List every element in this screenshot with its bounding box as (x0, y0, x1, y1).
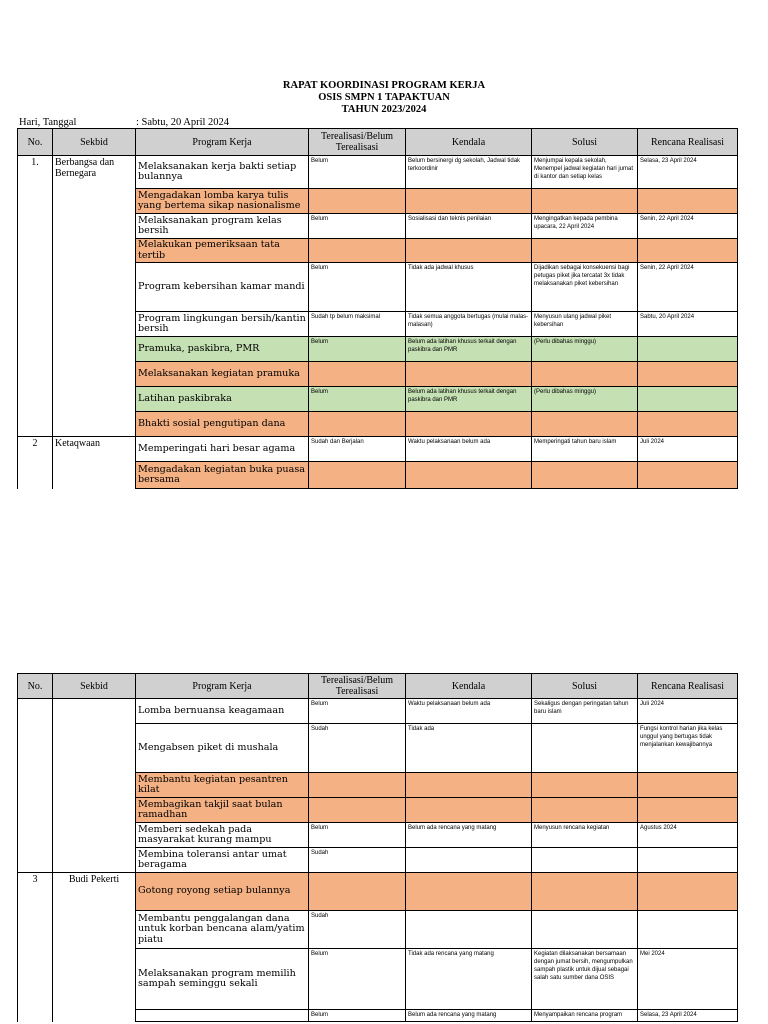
solusi-cell: Dijadikan sebagai konsekuensi bagi petugas piket jika tercatat 3x tidak melaksanakan piket kebersihan (532, 263, 638, 312)
solusi-cell (532, 724, 638, 773)
kendala-cell (406, 362, 532, 387)
table-row (18, 156, 738, 189)
sekbid-cell (53, 699, 136, 873)
program-cell: Mengadakan kegiatan buka puasa bersama (136, 462, 309, 489)
status-cell: Belum (309, 214, 406, 239)
status-cell: Belum (309, 156, 406, 189)
solusi-cell (532, 798, 638, 823)
solusi-cell: Sekaligus dengan peringatan tahun baru islam (532, 699, 638, 724)
solusi-cell (532, 773, 638, 798)
status-cell: Belum (309, 699, 406, 724)
rencana-cell: Selasa, 23 April 2024 (638, 1010, 738, 1022)
col-sekbid: Sekbid (53, 129, 136, 156)
program-cell: Program lingkungan bersih/kantin bersih (136, 312, 309, 337)
kendala-cell: Waktu pelaksanaan belum ada (406, 699, 532, 724)
col-program: Program Kerja (136, 129, 309, 156)
table-row (18, 699, 738, 724)
status-cell (309, 189, 406, 214)
program-cell: Melakukan pemeriksaan tata tertib (136, 239, 309, 263)
rencana-cell (638, 387, 738, 412)
kendala-cell: Belum ada latihan khusus terkait dengan paskibra dan PMR (406, 337, 532, 362)
sekbid-cell: Berbangsa dan Bernegara (53, 156, 136, 437)
kendala-cell: Tidak ada (406, 724, 532, 773)
kendala-cell (406, 798, 532, 823)
program-cell: Latihan paskibraka (136, 387, 309, 412)
kendala-cell: Tidak ada rencana yang matang (406, 949, 532, 1010)
solusi-cell: (Perlu dibahas minggu) (532, 337, 638, 362)
col-no: No. (18, 674, 53, 699)
program-cell: Memperingati hari besar agama (136, 437, 309, 462)
rencana-cell (638, 337, 738, 362)
program-cell: Mengabsen piket di mushala (136, 724, 309, 773)
solusi-cell (532, 412, 638, 437)
solusi-cell: (Perlu dibahas minggu) (532, 387, 638, 412)
rencana-cell: Mei 2024 (638, 949, 738, 1010)
col-kendala: Kendala (406, 674, 532, 699)
status-cell (309, 773, 406, 798)
program-table-1 (17, 128, 738, 489)
row-number: 2 (18, 437, 53, 489)
rencana-cell: Agustus 2024 (638, 823, 738, 848)
program-cell: Memberi sedekah pada masyarakat kurang mampu (136, 823, 309, 848)
program-cell: Lomba bernuansa keagamaan (136, 699, 309, 724)
program-cell: Bhakti sosial pengutipan dana (136, 412, 309, 437)
sekbid-cell: Budi Pekerti (53, 873, 136, 1022)
col-sekbid: Sekbid (53, 674, 136, 699)
kendala-cell: Belum ada rencana yang matang (406, 823, 532, 848)
rencana-cell: Senin, 22 April 2024 (638, 263, 738, 312)
solusi-cell (532, 362, 638, 387)
rencana-cell (638, 848, 738, 873)
kendala-cell (406, 189, 532, 214)
kendala-cell: Belum ada latihan khusus terkait dengan paskibra dan PMR (406, 387, 532, 412)
col-solusi: Solusi (532, 129, 638, 156)
program-cell: Pramuka, paskibra, PMR (136, 337, 309, 362)
program-cell: Membantu penggalangan dana untuk korban bencana alam/yatim piatu (136, 911, 309, 949)
program-cell: Melaksanakan program kelas bersih (136, 214, 309, 239)
doc-title-line2: OSIS SMPN 1 TAPAKTUAN (318, 92, 450, 103)
row-number (18, 699, 53, 873)
rencana-cell (638, 798, 738, 823)
col-rencana: Rencana Realisasi (638, 674, 738, 699)
row-number: 1. (18, 156, 53, 437)
solusi-cell (532, 189, 638, 214)
program-cell: Melaksanakan kerja bakti setiap bulannya (136, 156, 309, 189)
status-cell (309, 362, 406, 387)
solusi-cell (532, 462, 638, 489)
rencana-cell: Juli 2024 (638, 699, 738, 724)
table-header-row (18, 129, 738, 156)
col-status: Terealisasi/Belum Terealisasi (309, 129, 406, 156)
status-cell: Sudah (309, 848, 406, 873)
kendala-cell: Tidak semua anggota bertugas (mulai malas-malasan) (406, 312, 532, 337)
program-cell: Mengadakan lomba karya tulis yang bertema sikap nasionalisme (136, 189, 309, 214)
program-cell: Melaksanakan program memilih sampah seminggu sekali (136, 949, 309, 1010)
kendala-cell: Waktu pelaksanaan belum ada (406, 437, 532, 462)
status-cell (309, 239, 406, 263)
status-cell: Sudah dan Berjalan (309, 437, 406, 462)
col-no: No. (18, 129, 53, 156)
status-cell: Belum (309, 337, 406, 362)
status-cell (309, 412, 406, 437)
kendala-cell (406, 911, 532, 949)
rencana-cell (638, 239, 738, 263)
kendala-cell (406, 239, 532, 263)
solusi-cell: Kegiatan dilaksanakan bersamaan dengan jumat bersih, mengumpulkan sampah plastik untuk dijual sebagai salah satu sumber dana OSIS (532, 949, 638, 1010)
rencana-cell: Senin, 22 April 2024 (638, 214, 738, 239)
program-cell (136, 1010, 309, 1022)
program-cell: Program kebersihan kamar mandi (136, 263, 309, 312)
date-label: Hari, Tanggal (19, 117, 77, 128)
program-cell: Gotong royong setiap bulannya (136, 873, 309, 911)
rencana-cell (638, 462, 738, 489)
solusi-cell: Menyusun ulang jadwal piket kebersihan (532, 312, 638, 337)
col-program: Program Kerja (136, 674, 309, 699)
status-cell: Sudah tp belum maksimal (309, 312, 406, 337)
table-row (18, 437, 738, 462)
program-cell: Membantu kegiatan pesantren kilat (136, 773, 309, 798)
col-status: Terealisasi/Belum Terealisasi (309, 674, 406, 699)
program-table-2 (17, 673, 738, 1022)
rencana-cell (638, 189, 738, 214)
kendala-cell: Sosialisasi dan teknis penilaian (406, 214, 532, 239)
status-cell (309, 462, 406, 489)
rencana-cell: Fungsi kontrol harian jika kelas unggul yang bertugas tidak menjalankan kewajibannya (638, 724, 738, 773)
rencana-cell (638, 362, 738, 387)
program-cell: Membagikan takjil saat bulan ramadhan (136, 798, 309, 823)
solusi-cell: Menyusun rencana kegiatan (532, 823, 638, 848)
rencana-cell (638, 773, 738, 798)
kendala-cell (406, 462, 532, 489)
solusi-cell (532, 848, 638, 873)
solusi-cell: Menjumpai kepala sekolah, Menempel jadwal kegiatan hari jumat di kantor dan setiap kelas (532, 156, 638, 189)
solusi-cell: Menyampaikan rencana program (532, 1010, 638, 1022)
kendala-cell: Tidak ada jadwal khusus (406, 263, 532, 312)
kendala-cell (406, 412, 532, 437)
status-cell: Belum (309, 263, 406, 312)
col-kendala: Kendala (406, 129, 532, 156)
program-cell: Melaksanakan kegiatan pramuka (136, 362, 309, 387)
solusi-cell (532, 911, 638, 949)
status-cell: Belum (309, 387, 406, 412)
status-cell: Belum (309, 949, 406, 1010)
kendala-cell (406, 848, 532, 873)
status-cell: Sudah (309, 911, 406, 949)
kendala-cell: Belum bersinergi dg sekolah, Jadwal tidak terkoordinir (406, 156, 532, 189)
rencana-cell (638, 412, 738, 437)
status-cell: Belum (309, 823, 406, 848)
status-cell: Belum (309, 1010, 406, 1022)
col-solusi: Solusi (532, 674, 638, 699)
solusi-cell: Mengingatkan kepada pembina upacara, 22 April 2024 (532, 214, 638, 239)
row-number: 3 (18, 873, 53, 1022)
rencana-cell: Juli 2024 (638, 437, 738, 462)
status-cell (309, 798, 406, 823)
table-header-row (18, 674, 738, 699)
rencana-cell: Selasa, 23 April 2024 (638, 156, 738, 189)
program-cell: Membina toleransi antar umat beragama (136, 848, 309, 873)
status-cell: Sudah (309, 724, 406, 773)
sekbid-cell: Ketaqwaan (53, 437, 136, 489)
solusi-cell (532, 239, 638, 263)
solusi-cell (532, 873, 638, 911)
rencana-cell (638, 911, 738, 949)
col-rencana: Rencana Realisasi (638, 129, 738, 156)
doc-title-line3: TAHUN 2023/2024 (341, 104, 427, 115)
status-cell (309, 873, 406, 911)
kendala-cell: Belum ada rencana yang matang (406, 1010, 532, 1022)
date-value: : Sabtu, 20 April 2024 (136, 117, 230, 128)
kendala-cell (406, 773, 532, 798)
doc-title-line1: RAPAT KOORDINASI PROGRAM KERJA (282, 80, 486, 91)
kendala-cell (406, 873, 532, 911)
rencana-cell (638, 873, 738, 911)
rencana-cell: Sabtu, 20 April 2024 (638, 312, 738, 337)
table-row (18, 873, 738, 911)
solusi-cell: Memperingati tahun baru islam (532, 437, 638, 462)
